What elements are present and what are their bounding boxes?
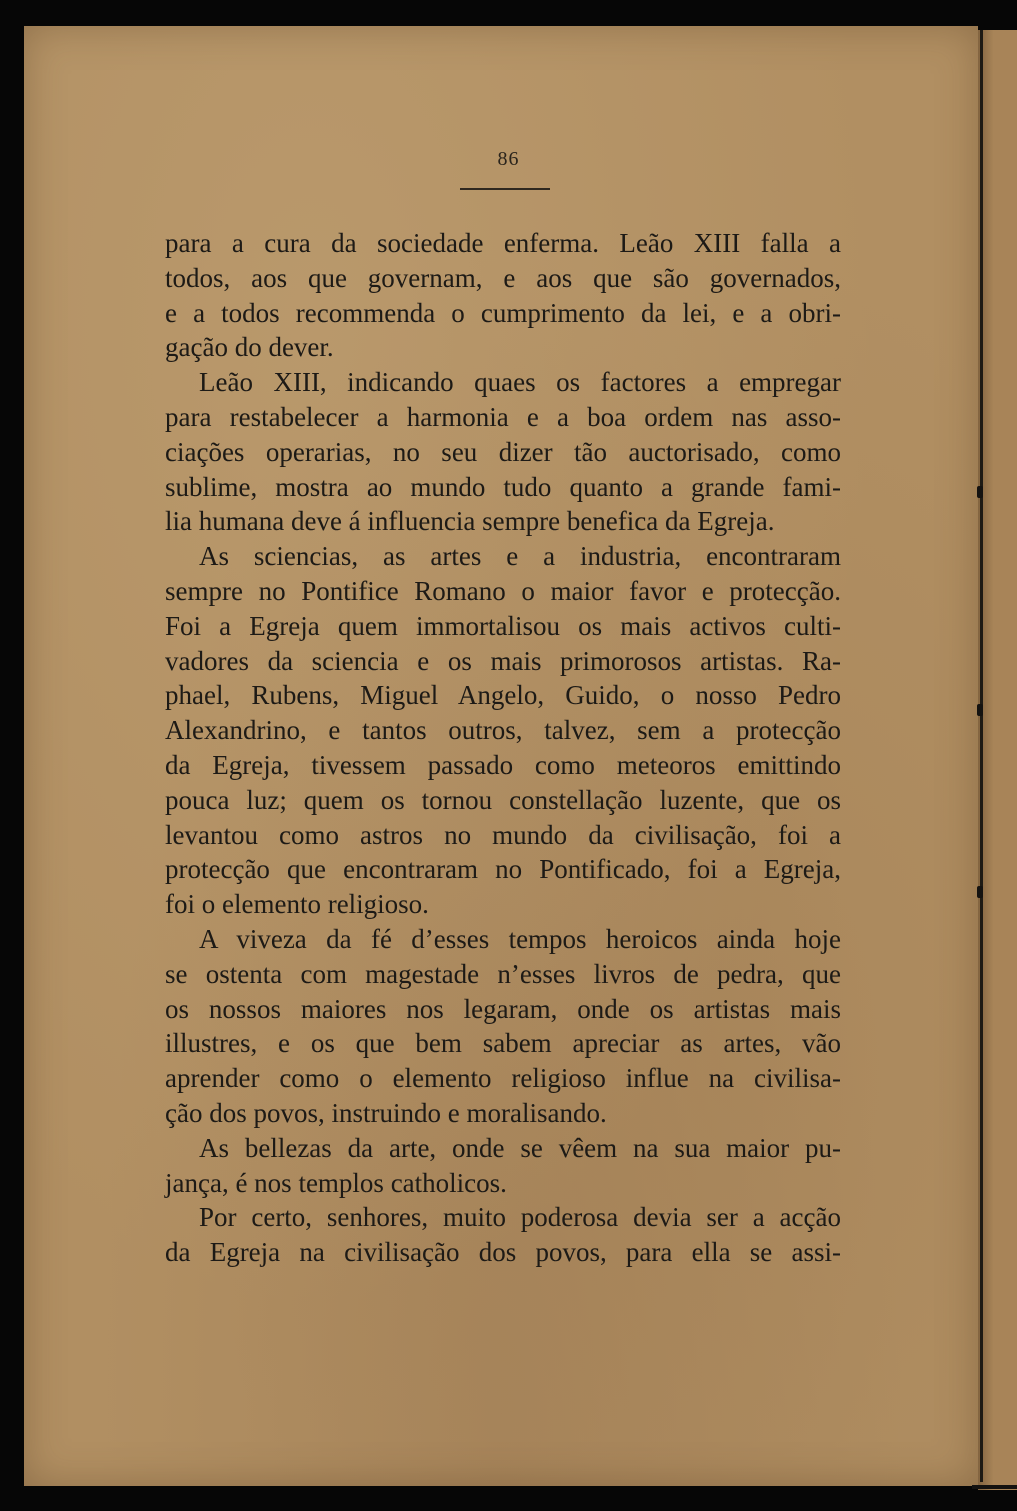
text-line: ção dos povos, instruindo e moralisando. xyxy=(165,1097,607,1128)
text-line: e a todos recommenda o cumprimento da lei, e a obri- xyxy=(165,297,841,328)
text-line: As bellezas da arte, onde se vêem na sua maior pu- xyxy=(199,1132,841,1163)
text-line: phael, Rubens, Miguel Angelo, Guido, o nosso Pedro xyxy=(165,680,841,711)
text-line: gação do dever. xyxy=(165,332,334,363)
text-line: da Egreja na civilisação dos povos, para ella se assi- xyxy=(165,1237,841,1268)
text-line: todos, aos que governam, e aos que são governados, xyxy=(165,262,841,293)
text-line: jança, é nos templos catholicos. xyxy=(165,1167,507,1198)
text-line: os nossos maiores nos legaram, onde os artistas mais xyxy=(165,993,841,1024)
header-rule xyxy=(460,188,550,190)
text-line: sublime, mostra ao mundo tudo quanto a grande fami- xyxy=(165,471,841,502)
text-line: lia humana deve á influencia sempre benefica da Egreja. xyxy=(165,506,775,537)
adjacent-page-edge xyxy=(978,30,1017,1490)
text-line: para restabelecer a harmonia e a boa ordem nas asso- xyxy=(165,401,841,432)
text-line: ciações operarias, no seu dizer tão auctorisado, como xyxy=(165,436,841,467)
text-line: Foi a Egreja quem immortalisou os mais activos culti- xyxy=(165,610,841,641)
text-line: vadores da sciencia e os mais primorosos artistas. Ra- xyxy=(165,645,841,676)
binding-mark xyxy=(977,704,983,716)
binding-foot xyxy=(972,1485,1017,1489)
text-line: A viveza da fé d’esses tempos heroicos ainda hoje xyxy=(199,923,841,954)
text-line: levantou como astros no mundo da civilisação, foi a xyxy=(165,819,841,850)
text-line: se ostenta com magestade n’esses livros de pedra, que xyxy=(165,958,841,989)
text-line: As sciencias, as artes e a industria, encontraram xyxy=(199,541,841,572)
page-number: 86 xyxy=(497,148,520,170)
text-line: illustres, e os que bem sabem apreciar as artes, vão xyxy=(165,1028,841,1059)
body-text xyxy=(165,226,841,1270)
text-line: pouca luz; quem os tornou constellação luzente, que os xyxy=(165,784,841,815)
text-line: protecção que encontraram no Pontificado, foi a Egreja, xyxy=(165,854,841,885)
binding-line xyxy=(980,30,983,1482)
text-line: da Egreja, tivessem passado como meteoros emittindo xyxy=(165,749,841,780)
text-line: para a cura da sociedade enferma. Leão XIII falla a xyxy=(165,228,841,258)
text-line: Leão XIII, indicando quaes os factores a empregar xyxy=(199,367,841,398)
text-line: Por certo, senhores, muito poderosa devia ser a acção xyxy=(199,1202,841,1233)
text-line: aprender como o elemento religioso influe na civilisa- xyxy=(165,1063,841,1094)
binding-mark xyxy=(977,886,983,898)
binding-mark xyxy=(977,486,983,498)
text-line: sempre no Pontifice Romano o maior favor e protecção. xyxy=(165,575,841,606)
text-line: foi o elemento religioso. xyxy=(165,889,429,920)
text-line: Alexandrino, e tantos outros, talvez, sem a protecção xyxy=(165,715,841,746)
